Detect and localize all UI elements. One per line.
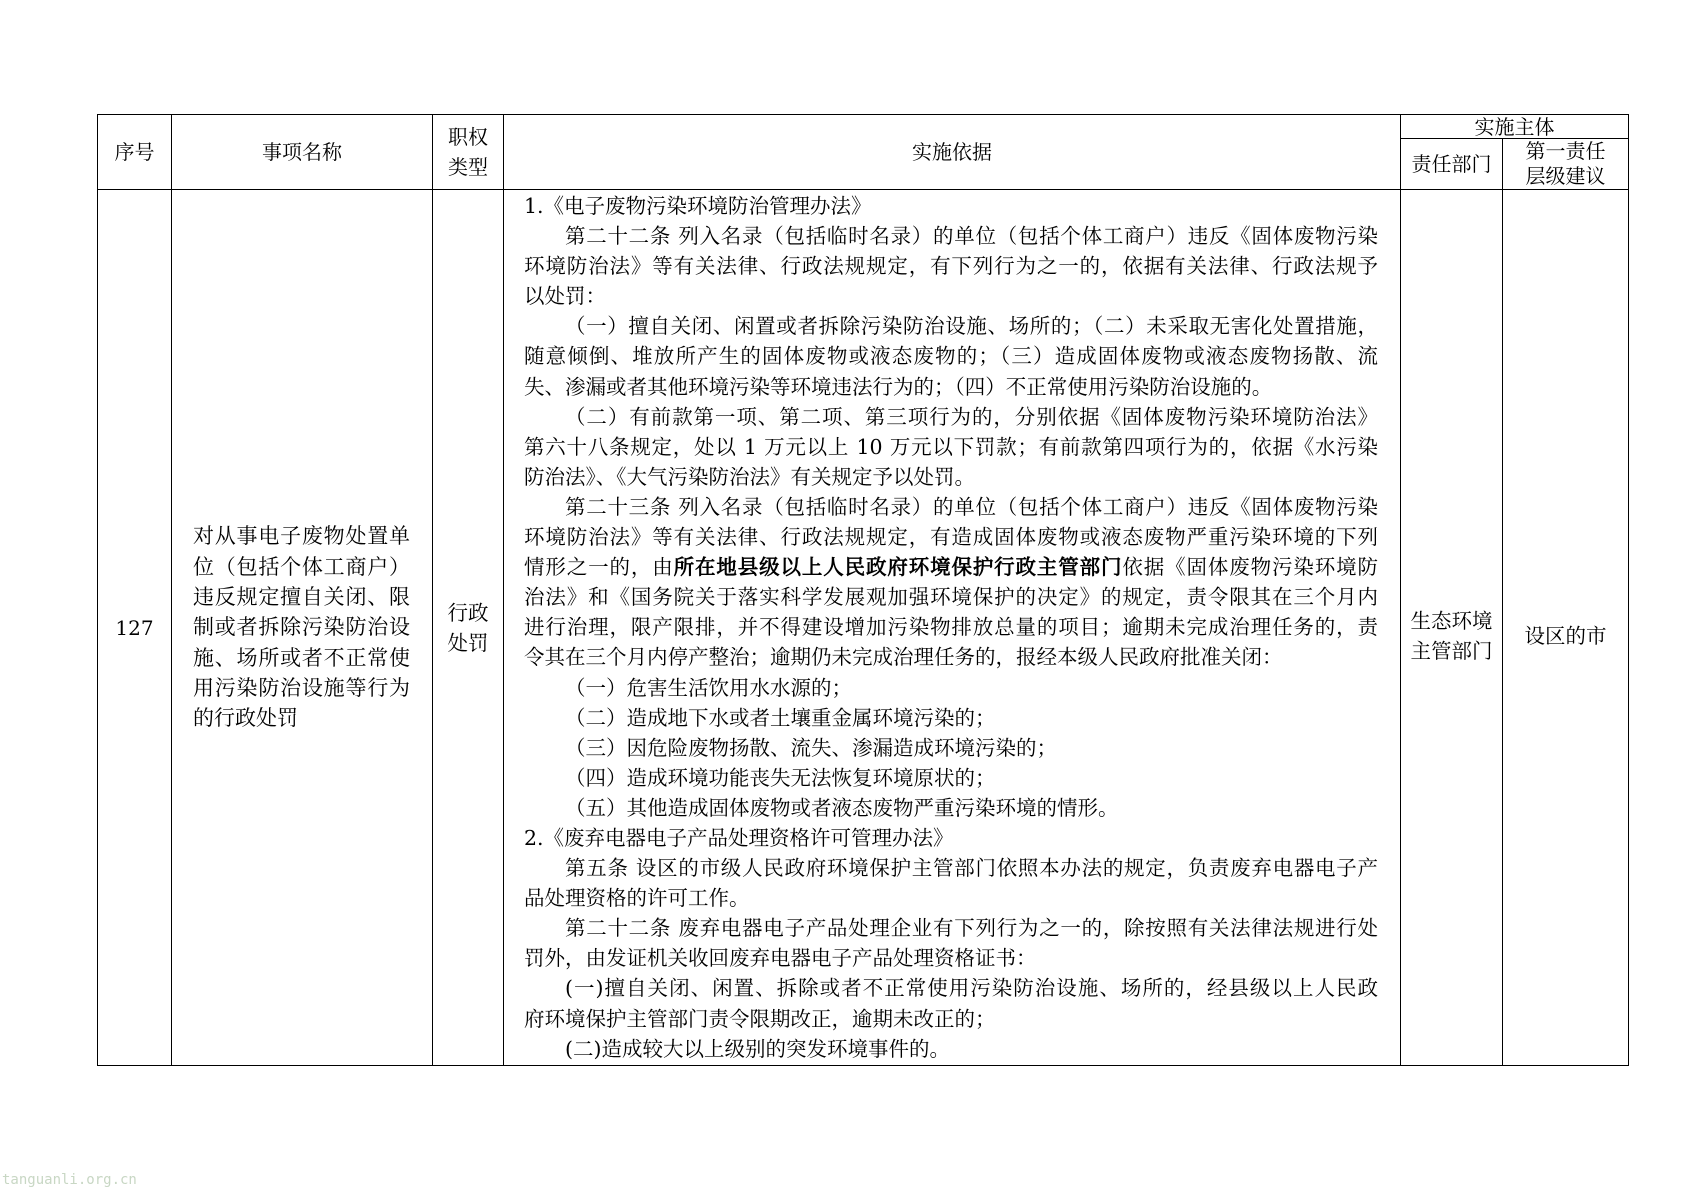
power-type-line: 行政 (447, 600, 489, 625)
header-level-line: 第一责任 (1525, 139, 1606, 163)
row-seq (97, 189, 172, 1066)
row-basis (503, 189, 1401, 1066)
basis-line: （五）其他造成固体废物或者液态废物严重污染环境的情形。 (565, 795, 1119, 820)
item-name-line: 位（包括个体工商户） (193, 554, 410, 579)
header-basis (503, 114, 1401, 190)
row-power-type (432, 189, 504, 1066)
header-level-line: 层级建议 (1525, 164, 1606, 188)
header-level (1502, 138, 1629, 190)
header-power-type-line: 职权 (448, 125, 488, 149)
item-name-line: 的行政处罚 (193, 706, 298, 731)
header-power-type-line: 类型 (448, 155, 488, 179)
level-value: 设区的市 (1524, 623, 1607, 648)
basis-line: （三）因危险废物扬散、流失、渗漏造成环境污染的； (565, 735, 1057, 760)
basis-line: （四）造成环境功能丧失无法恢复环境原状的； (565, 765, 996, 790)
basis-line: (一)擅自关闭、闲置、拆除或者不正常使用污染防治设施、场所的，经县级以上人民政 (565, 976, 1378, 1001)
header-seq (97, 114, 172, 190)
basis-line-emphasis: 所在地县级以上人民政府环境保护行政主管部门 (673, 555, 1123, 580)
basis-line: 进行治理，限产限排，并不得建设增加污染物排放总量的项目；逾期未完成治理任务的，责 (524, 615, 1378, 640)
basis-line-text: 依据《固体废物污染环境防 (1122, 555, 1378, 580)
row-dept (1400, 189, 1503, 1066)
basis-line: 防治法》、《大气污染防治法》有关规定予以处罚。 (524, 464, 975, 489)
item-name-line: 施、场所或者不正常使 (193, 645, 410, 670)
power-list-table (97, 114, 1629, 1066)
basis-line: 失、渗漏或者其他环境污染等环境违法行为的；（四）不正常使用污染防治设施的。 (524, 374, 1273, 399)
basis-line: 品处理资格的许可工作。 (524, 886, 750, 911)
basis-line: （二）造成地下水或者土壤重金属环境污染的； (565, 705, 996, 730)
header-item-name (171, 114, 433, 190)
basis-line: 罚外，由发证机关收回废弃电器电子产品处理资格证书： (524, 946, 1037, 971)
item-name-line: 违反规定擅自关闭、限 (193, 584, 410, 609)
basis-line: 府环境保护主管部门责令限期改正，逾期未改正的； (524, 1006, 996, 1031)
header-basis-label: 实施依据 (912, 140, 992, 164)
basis-line: 第二十二条 废弃电器电子产品处理企业有下列行为之一的，除按照有关法律法规进行处 (565, 916, 1378, 941)
basis-line: （一）擅自关闭、闲置或者拆除污染防治设施、场所的；（二）未采取无害化处置措施， (565, 314, 1378, 339)
item-name-line: 制或者拆除污染防治设 (193, 615, 410, 640)
dept-line: 主管部门 (1410, 638, 1493, 663)
item-name-line: 用污染防治设施等行为 (193, 676, 410, 701)
basis-line: 随意倾倒、堆放所产生的固体废物或液态废物的；（三）造成固体废物或液态废物扬散、流 (524, 344, 1378, 369)
basis-line: 第五条 设区的市级人民政府环境保护主管部门依照本办法的规定，负责废弃电器电子产 (565, 856, 1378, 881)
power-type-line: 处罚 (447, 630, 489, 655)
row-item-name (171, 189, 433, 1066)
basis-line: 第六十八条规定，处以 1 万元以上 10 万元以下罚款；有前款第四项行为的，依据《水污染 (524, 434, 1378, 459)
item-name-line: 对从事电子废物处置单 (193, 524, 410, 549)
header-dept (1400, 138, 1503, 190)
basis-line: 治法》和《国务院关于落实科学发展观加强环境保护的决定》的规定，责令限其在三个月内 (524, 585, 1378, 610)
basis-line: 2.《废弃电器电子产品处理资格许可管理办法》 (524, 825, 954, 850)
header-subject (1400, 114, 1629, 139)
dept-line: 生态环境 (1410, 608, 1493, 633)
basis-line (524, 552, 1378, 582)
header-seq-label: 序号 (114, 140, 155, 164)
row-seq-value: 127 (115, 615, 154, 640)
basis-line: 1.《电子废物污染环境防治管理办法》 (524, 194, 872, 218)
basis-line-text: 情形之一的，由 (524, 555, 674, 580)
header-dept-label: 责任部门 (1411, 152, 1492, 176)
basis-line: （一）危害生活饮用水水源的； (565, 675, 852, 700)
header-item-name-label: 事项名称 (262, 140, 342, 164)
header-subject-label: 实施主体 (1474, 114, 1555, 139)
header-power-type (432, 114, 504, 190)
basis-line: (二)造成较大以上级别的突发环境事件的。 (565, 1036, 950, 1061)
basis-line: 令其在三个月内停产整治；逾期仍未完成治理任务的，报经本级人民政府批准关闭： (524, 645, 1283, 670)
basis-line: （二）有前款第一项、第二项、第三项行为的，分别依据《固体废物污染环境防治法》 (565, 404, 1378, 429)
row-level (1502, 189, 1629, 1066)
basis-line: 第二十三条 列入名录（包括临时名录）的单位（包括个体工商户）违反《固体废物污染 (565, 494, 1378, 519)
basis-line: 以处罚： (524, 284, 606, 309)
basis-line: 第二十二条 列入名录（包括临时名录）的单位（包括个体工商户）违反《固体废物污染 (565, 224, 1378, 249)
basis-line: 环境防治法》等有关法律、行政法规规定，有造成固体废物或液态废物严重污染环境的下列 (524, 525, 1378, 550)
basis-line: 环境防治法》等有关法律、行政法规规定，有下列行为之一的，依据有关法律、行政法规予 (524, 254, 1378, 279)
watermark: tanguanli.org.cn (2, 1172, 137, 1188)
